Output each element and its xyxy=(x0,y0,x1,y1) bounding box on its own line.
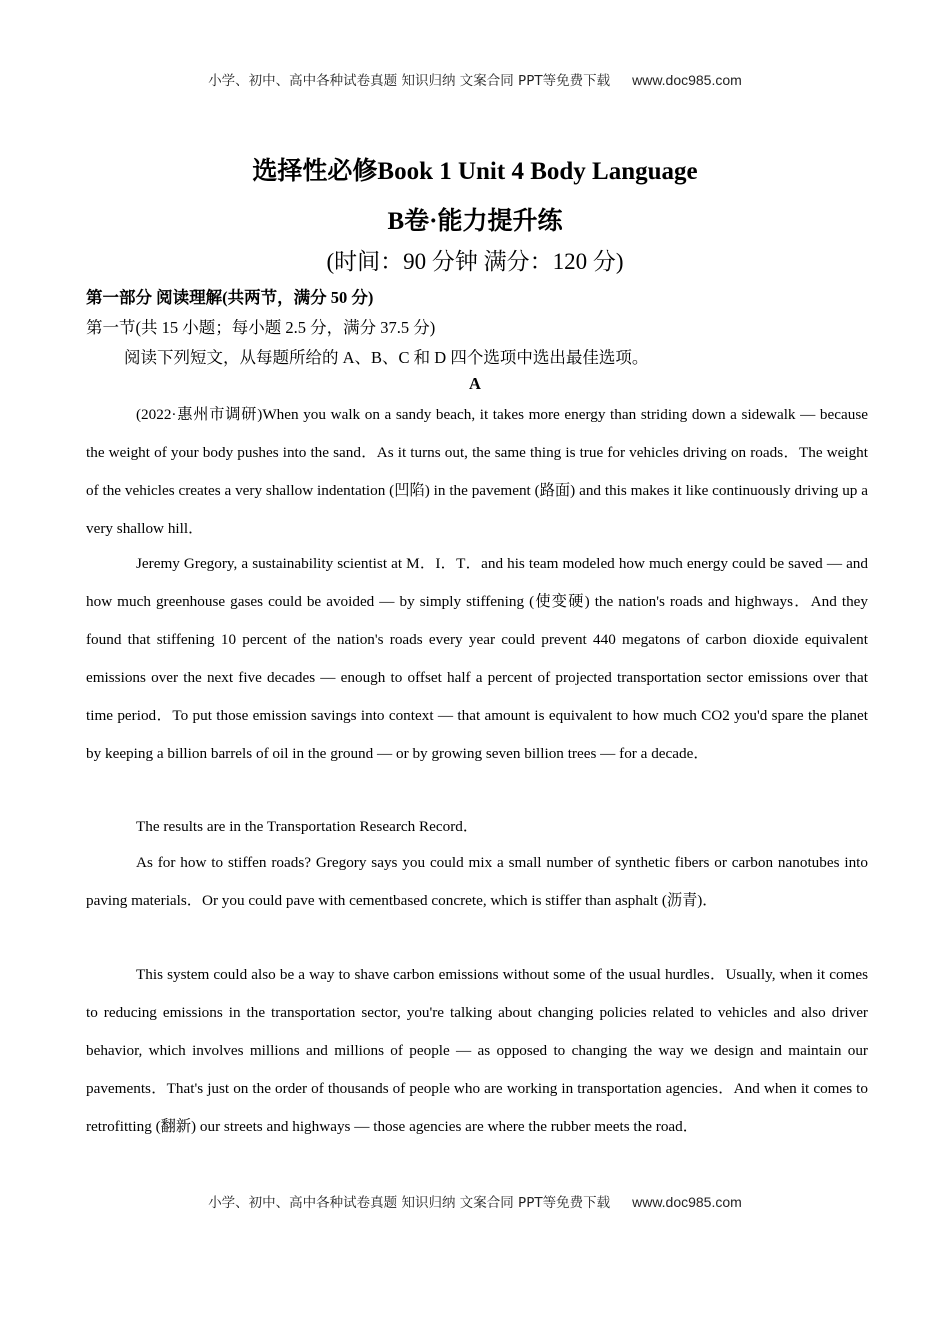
passage-paragraph-2: Jeremy Gregory, a sustainability scientist at M．I．T．and his team modeled how much energy could be saved — and how much greenhouse gases could be avoided — by simply stiffening (使变硬) the nation's roads and highways．And they found that stiffening 10 percent of the nation's roads every year could prevent 440 megatons of carbon dioxide equivalent emissions over the next five decades — enough to offset half a percent of projected transportation sector emissions over that time period．To put those emission savings into context — that amount is equivalent to how much CO2 you'd spare the planet by keeping a billion barrels of oil in the ground — or by growing seven billion trees — for a decade． xyxy=(86,555,868,762)
passage-paragraph-3: The results are in the Transportation Research Record． xyxy=(136,818,479,835)
instruction-text: 阅读下列短文，从每题所给的 A、B、C 和 D 四个选项中选出最佳选项。 xyxy=(124,348,649,367)
page-title: 选择性必修Book 1 Unit 4 Body Language xyxy=(252,158,698,185)
footer-banner xyxy=(0,1191,950,1211)
header-site-link[interactable]: www.doc985.com xyxy=(632,72,742,88)
passage-paragraph-4: As for how to stiffen roads? Gregory says you could mix a small number of synthetic fibers or carbon nanotubes into paving materials．Or you could pave with cementbased concrete, which is stiffer than asphalt (沥青)． xyxy=(86,854,868,909)
passage-label: A xyxy=(469,374,481,393)
header-banner xyxy=(0,69,950,89)
passage-body-5 xyxy=(86,956,868,1146)
passage-body-4 xyxy=(86,844,868,920)
subsection-heading: 第一节(共 15 小题；每小题 2.5 分，满分 37.5 分) xyxy=(86,318,436,337)
passage-body-2 xyxy=(86,545,868,773)
passage-body xyxy=(86,396,868,548)
header-banner-text: 小学、初中、高中各种试卷真题 知识归纳 文案合同 PPT等免费下载 xyxy=(208,73,611,89)
time-score-info: (时间：90 分钟 满分：120 分) xyxy=(326,249,624,274)
footer-banner-text: 小学、初中、高中各种试卷真题 知识归纳 文案合同 PPT等免费下载 xyxy=(208,1195,611,1211)
part-heading: 第一部分 阅读理解(共两节，满分 50 分) xyxy=(86,288,374,307)
footer-site-link[interactable]: www.doc985.com xyxy=(632,1194,742,1210)
page-subtitle: B卷·能力提升练 xyxy=(387,208,563,235)
passage-paragraph-1: (2022·惠州市调研)When you walk on a sandy beach, it takes more energy than striding down a sidewalk — because the weight of your body pushes into the sand．As it turns out, the same thing is true for vehicles driving on roads．The weight of the vehicles creates a very shallow indentation (凹陷) in the pavement (路面) and this makes it like continuously driving up a very shallow hill． xyxy=(86,406,868,537)
passage-paragraph-5: This system could also be a way to shave carbon emissions without some of the usual hurdles．Usually, when it comes to reducing emissions in the transportation sector, you're talking about changing policies related to vehicles and also driver behavior, which involves millions and millions of people — as opposed to changing the way we design and maintain our pavements．That's just on the order of thousands of people who are working in transportation agencies．And when it comes to retrofitting (翻新) our streets and highways — those agencies are where the rubber meets the road． xyxy=(86,966,868,1135)
passage-body-3 xyxy=(86,808,868,846)
